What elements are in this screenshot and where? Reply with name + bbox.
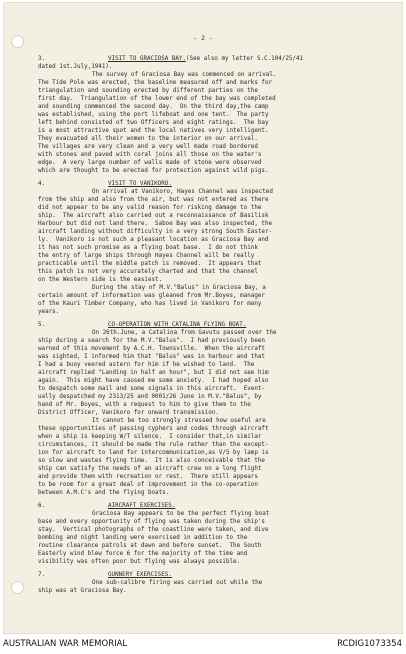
text-line: The Tide Pole was erected, the baseline measured off and marks for <box>38 80 273 86</box>
text-line: years. <box>38 309 60 315</box>
text-line: left behind consisted of two Officers and eight ratings. The bay <box>38 120 269 126</box>
text-line: They evacuated all their women to the interior on our arrival. <box>38 136 258 142</box>
text-line: ion for aircraft to land for intercommunication,as V/S by lamp is <box>38 450 269 456</box>
section-heading-line <box>38 571 394 579</box>
document-body <box>38 55 394 598</box>
text-line: stay. Vertical photographs of the coastline were taken, and dive <box>38 527 269 533</box>
text-line: visibility was often poor but flying was always possible. <box>38 559 241 565</box>
page-number: - 2 - <box>193 34 213 42</box>
text-line: dated 1st.July,1941). <box>38 64 113 70</box>
text-line: on the Western side is the easiest. <box>38 277 163 283</box>
text-line: triangulation and sounding erected by different parties on the <box>38 88 258 94</box>
section <box>38 180 394 316</box>
text-line: is a most attractive spot and the local natives very intelligent. <box>38 128 269 134</box>
text-line: It cannot be too strongly stressed how useful are <box>92 418 266 424</box>
text-line: ship. The aircraft also carried out a reconnaissance of Basilisk <box>38 213 269 219</box>
text-line: and sounding commenced the second day. On the third day,the camp <box>38 104 269 110</box>
text-line: One sub-calibre firing was carried out while the <box>92 580 263 586</box>
text-line: On arrival at Vanikoro, Hayes Channel was inspected <box>92 189 273 195</box>
section-heading: VISIT TO VANIKORO. <box>108 181 172 187</box>
text-line: and provide them with recreation or rest. There still appears <box>38 474 258 480</box>
section-number: 3. <box>38 56 46 62</box>
footer-record-id: RCDIG1073354 <box>337 639 402 649</box>
text-line: when a ship is keeping W/T silence. I consider that,in similar <box>38 434 262 440</box>
text-line: with stones and paved with coral joins all those on the water's <box>38 152 262 158</box>
text-line: it has not such promise as a flying boat base. I do not think <box>38 245 258 251</box>
text-line: did not appear to be any valid reason for risking damage to the <box>38 205 262 211</box>
section-heading-line <box>38 55 394 63</box>
section-heading-note: (See also my letter S.C.104/25/41 <box>186 56 304 62</box>
text-line: certain amount of information was gleaned from Mr.Boyes, manager <box>38 293 265 299</box>
text-line: ship during a search for the M.V."Balus". I had previously been <box>38 338 265 344</box>
section-number: 4. <box>38 181 46 187</box>
section <box>38 321 394 497</box>
text-line: hand of Mr. Boyes, with a request to him to give them to the <box>38 402 251 408</box>
text-line: aircraft landing without difficulty in a very strong South Easter- <box>38 229 273 235</box>
section-heading: AIRCRAFT EXERCISES. <box>108 503 176 509</box>
text-line: routine clearance patrols at dawn and before sunset. The South <box>38 543 262 549</box>
text-line: these opportunities of passing cyphers and codes through aircraft <box>38 426 269 432</box>
section-number: 7. <box>38 572 46 578</box>
section <box>38 502 394 566</box>
section <box>38 55 394 175</box>
text-line: this patch is not very accurately charted and that the channel <box>38 269 258 275</box>
text-line: was established, using the port lifeboat and one tent. The party <box>38 112 269 118</box>
text-line: to be room for a great deal of improvement in the co-operation <box>38 482 258 488</box>
text-line: was sighted, I informed him that "Balus" was in harbour and that <box>38 354 265 360</box>
text-line: Harbour but did not land there. Saboe Bay was also inspected, the <box>38 221 273 227</box>
text-line: first day. Triangulation of the lower end of the bay was completed <box>38 96 276 102</box>
text-line: Graciosa Bay appears to be the perfect flying boat <box>92 511 270 517</box>
text-line: ship was at Graciosa Bay. <box>38 588 127 594</box>
text-line: ship can satisfy the needs of an aircraft crew on a long flight <box>38 466 262 472</box>
text-line: The survey of Graciosa Bay was commenced on arrival. <box>92 72 277 78</box>
text-line: aircraft replied "Landing in half an hour", but I did not see him <box>38 370 269 376</box>
text-line: warned of this movement by A.C.H. Townsville. When the aircraft <box>38 346 265 352</box>
section-heading-line <box>38 321 394 329</box>
text-line: the entry of large ships through Hayes Channel will be really <box>38 253 255 259</box>
section-number: 6. <box>38 503 46 509</box>
text-line: ually despatched my 2313/25 and 0001/26 June in M.V."Balus", by <box>38 394 262 400</box>
text-line: from the ship and also from the air, but was not entered as there <box>38 197 269 203</box>
punch-hole-bottom <box>11 581 24 594</box>
text-line: to despatch some mail and some signals in this aircraft. Event- <box>38 386 265 392</box>
section-heading: VISIT TO GRACIOSA BAY. <box>108 56 187 62</box>
text-line: base and every opportunity of flying was taken during the ship's <box>38 519 265 525</box>
text-line: of the Kauri Timber Company, who has lived in Vanikoro for many <box>38 301 262 307</box>
section-heading: CO-OPERATION WITH CATALINA FLYING BOAT. <box>108 322 247 328</box>
text-line: bombing and night landing were exercised in addition to the <box>38 535 248 541</box>
text-line: between A.M.C's and the flying boats. <box>38 490 170 496</box>
document-page <box>3 2 403 634</box>
text-line: On 26th.June, a Catalina from Gavutu passed over the <box>92 330 277 336</box>
text-line: District Officer, Vanikoro for onward transmission. <box>38 410 219 416</box>
footer-archive-name: AUSTRALIAN WAR MEMORIAL <box>3 639 128 649</box>
section-number: 5. <box>38 322 46 328</box>
section-heading: GUNNERY EXERCISES. <box>108 572 172 578</box>
text-line: practicable until the middle patch is removed. It appears that <box>38 261 262 267</box>
text-line: edge. A very large number of walls made of stone were observed <box>38 160 262 166</box>
section-heading-line <box>38 502 394 510</box>
text-line: The villages are very clean and a very well made road bordered <box>38 144 258 150</box>
archive-footer <box>0 636 406 654</box>
text-line: so slow and wastes flying time. It is also conceivable that the <box>38 458 265 464</box>
text-line: which are thought to be erected for protection against wild pigs. <box>38 168 269 174</box>
text-line: ly. Vanikoro is not such a pleasant location as Graciosa Bay and <box>38 237 269 243</box>
text-line: During the stay of M.V."Balus" in Graciosa Bay, a <box>92 285 266 291</box>
text-line: circumstances, it should be made the rule rather than the except- <box>38 442 269 448</box>
section-heading-line <box>38 180 394 188</box>
text-line: I had a buoy veered astern for him if he wished to land. The <box>38 362 255 368</box>
section <box>38 571 394 595</box>
text-line: again. This might have caused me some anxiety. I had hoped also <box>38 378 269 384</box>
text-line: Easterly wind blew force 6 for the majority of the time and <box>38 551 248 557</box>
